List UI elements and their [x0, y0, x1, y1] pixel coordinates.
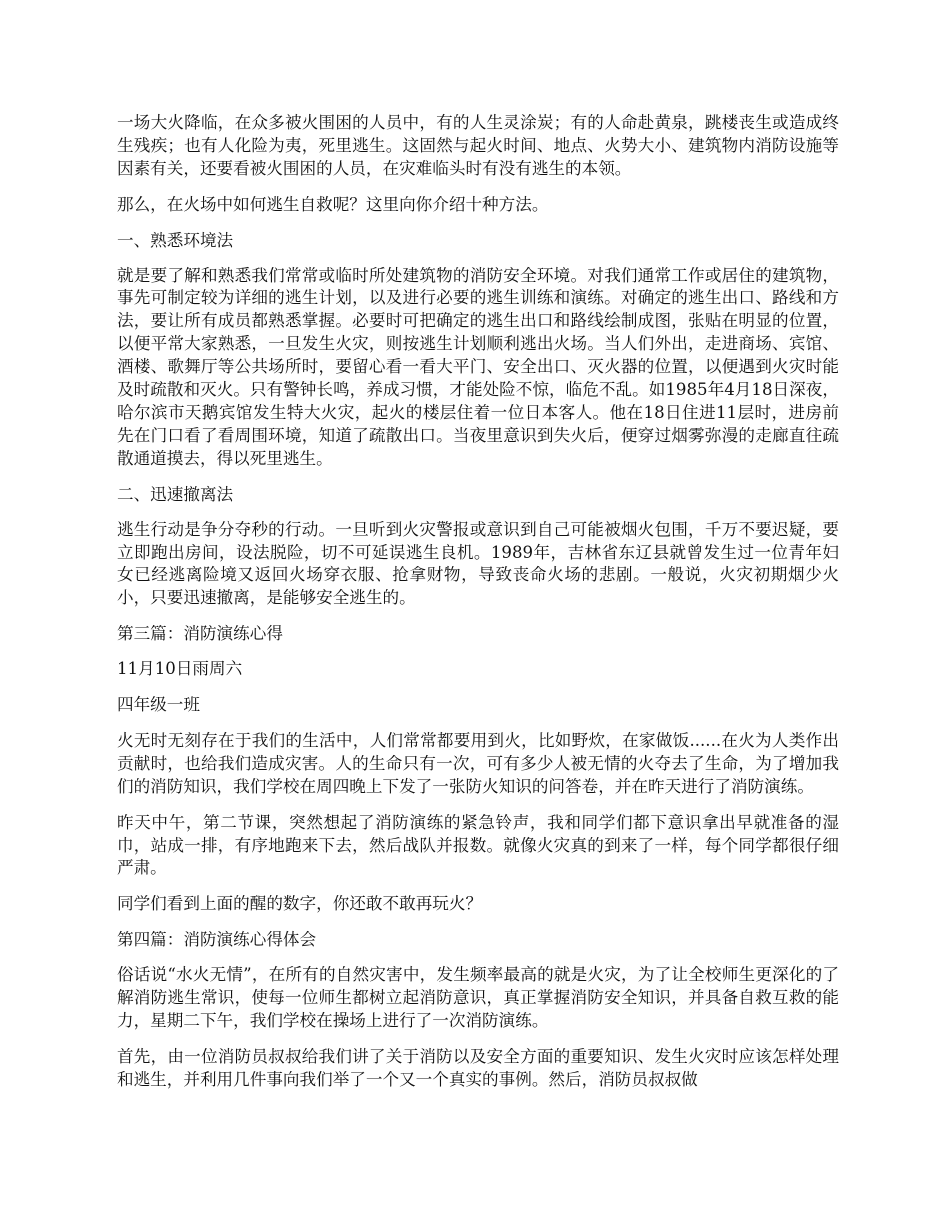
paragraph-fire-life: 火无时无刻存在于我们的生活中，人们常常都要用到火，比如野炊，在家做饭......在火为人类作出贡献时，也给我们造成灾害。人的生命只有一次，可有多少人被无情的火夺去了生命，为了增加我们的消防知识，我们学校在周四晚上下发了一张防火知识的问答卷，并在昨天进行了消防演练。: [117, 730, 839, 796]
paragraph-saying: 俗话说“水火无情”，在所有的自然灾害中，发生频率最高的就是火灾，为了让全校师生更深化的了解消防逃生常识，使每一位师生都树立起消防意识，真正掌握消防安全知识，并具备自救互救的能力，星期二下午，我们学校在操场上进行了一次消防演练。: [117, 965, 839, 1030]
paragraph-intro: 一场大火降临，在众多被火围困的人员中，有的人生灵涂炭；有的人命赴黄泉，跳楼丧生或造成终生残疾；也有人化险为夷，死里逃生。这固然与起火时间、地点、火势大小、建筑物内消防设施等因素有关，还要看被火围困的人员，在灾难临头时有没有逃生的本领。: [117, 113, 839, 178]
paragraph-familiarize: 就是要了解和熟悉我们常常或临时所处建筑物的消防安全环境。对我们通常工作或居住的建筑物，事先可制定较为详细的逃生计划，以及进行必要的逃生训练和演练。对确定的逃生出口、路线和方法，要让所有成员都熟悉掌握。必要时可把确定的逃生出口和路线绘制成图，张贴在明显的位置，以便平常大家熟悉，一旦发生火灾，则按逃生计划顺利逃出火场。当人们外出，走进商场、宾馆、酒楼、歌舞厅等公共场所时，要留心看一看大平门、安全出口、灭火器的位置，以便遇到火灾时能及时疏散和灭火。只有警钟长鸣，养成习惯，才能处险不惊，临危不乱。如1985年4月18日深夜，哈尔滨市天鹅宾馆发生特大火灾，起火的楼层住着一位日本客人。他在18日住进11层时，进房前先在门口看了看周围环境，知道了疏散出口。当夜里意识到失火后，便穿过烟雾弥漫的走廊直往疏散通道摸去，得以死里逃生。: [117, 265, 839, 468]
document-page: [117, 112, 839, 1105]
paragraph-warning: 同学们看到上面的醒的数字，你还敢不敢再玩火？: [117, 894, 483, 914]
article-date: 11月10日雨周六: [117, 659, 243, 679]
section-heading-1: 一、熟悉环境法: [117, 230, 234, 250]
paragraph-evacuate: 逃生行动是争分夺秒的行动。一旦听到火灾警报或意识到自己可能被烟火包围，千万不要迟疑，要立即跑出房间，设法脱险，切不可延误逃生良机。1989年，吉林省东辽县就曾发生过一位青年妇女已经逃离险境又返回火场穿衣服、抢拿财物，导致丧命火场的悲剧。一般说，火灾初期烟少火小，只要迅速撤离，是能够安全逃生的。: [117, 519, 839, 608]
section-heading-2: 二、迅速撤离法: [117, 484, 234, 504]
paragraph-drill-noon: 昨天中午，第二节课，突然想起了消防演练的紧急铃声，我和同学们都下意识拿出早就准备的湿巾，站成一排，有序地跑来下去，然后战队并报数。就像火灾真的到来了一样，每个同学都很仔细严肃。: [117, 812, 839, 878]
paragraph-question: 那么，在火场中如何逃生自救呢？这里向你介绍十种方法。: [117, 194, 549, 214]
paragraph-firefighter: 首先，由一位消防员叔叔给我们讲了关于消防以及安全方面的重要知识、发生火灾时应该怎样处理和逃生，并利用几件事向我们举了一个又一个真实的事例。然后，消防员叔叔做: [117, 1046, 839, 1089]
article-title-3: 第三篇：消防演练心得: [117, 624, 283, 644]
article-title-4: 第四篇：消防演练心得体会: [117, 930, 317, 950]
article-class: 四年级一班: [117, 695, 200, 715]
